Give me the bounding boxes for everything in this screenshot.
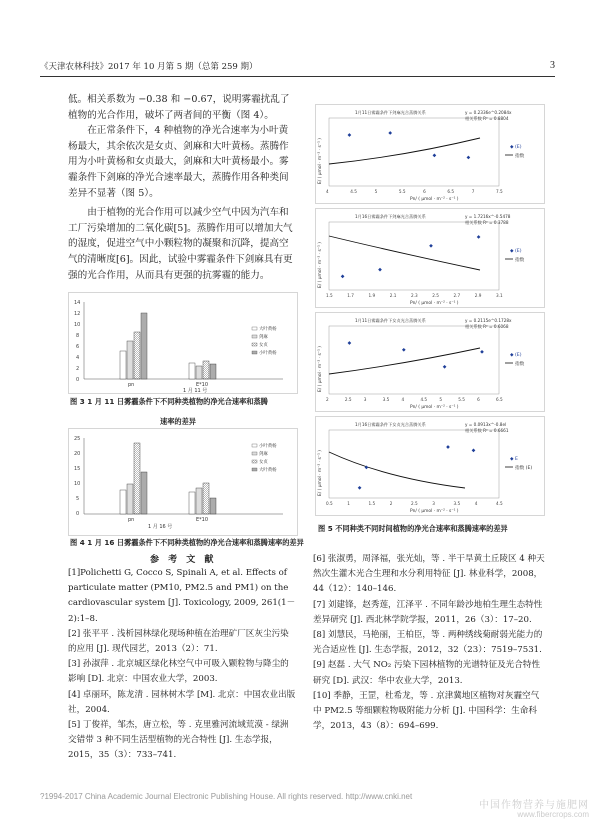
fig4-group-label: E*10 (196, 517, 209, 523)
fig3-ytick: 0 (76, 377, 80, 383)
reference-item: [5] 丁俊祥，邹杰，唐立松，等 . 克里雅河流域荒漠 - 绿洲交错带 3 种不同生活型植物的光合特性 [J]. 生态学报，2015，35（3）：733–741. (68, 720, 289, 761)
paragraph-2: 在正常条件下，4 种植物的净光合速率为小叶黄杨最大，其余依次是女贞、剑麻和大叶黄杨。蒸腾作用为小叶黄杨和女贞最大，剑麻和大叶黄杨最小。雾霾条件下剑麻的净光合速率最大，蒸腾作用各种类间差异不显著（图 5）。 (68, 125, 289, 199)
fig5-xtick: 1.5 (368, 501, 376, 506)
fig5-xtick: 2.1 (389, 293, 397, 298)
journal-title: 《天津农林科技》2017 年 10 月第 5 期（总第 259 期） (40, 62, 258, 72)
fig5-r-squared: 相关系数 R² = 0.3788 (465, 220, 509, 225)
fig5-panel (315, 104, 545, 204)
reference-item: [10] 季静，王罡，杜希龙，等 . 京津冀地区植物对灰霾空气中 PM2.5 等细颗粒物吸附能力分析 [J]. 中国科学：生命科学，2013，43（8）：694–699. (313, 690, 540, 732)
fig5-xtick: 0.5 (326, 501, 333, 506)
fig5-xaxis-label: Pn/ ( μmol · m⁻² · s⁻¹ ) (410, 197, 459, 202)
fig5-yaxis-label: E/ ( μmol · m⁻² · s⁻¹ ) (318, 242, 323, 288)
body-text-left (68, 92, 296, 283)
fig3-bar (210, 364, 216, 379)
fig5-xtick: 4 (401, 397, 405, 402)
paragraph-1: 低。相关系数为 −0.38 和 −0.67，说明雾霾扰乱了植物的光合作用，破坏了两者间的平衡（图 4）。 (68, 94, 290, 121)
fig5-panel (315, 208, 545, 308)
fig5-legend-fit: 指数 (515, 362, 525, 367)
fig3-ytick: 6 (76, 344, 80, 350)
fig5-r-squared: 相关系数 R² = 0.6661 (465, 428, 509, 433)
fig4-ytick: 25 (74, 436, 81, 442)
fig5-xtick: 3 (432, 501, 435, 506)
reference-item: [7] 刘建锋，赵秀莲，江泽平 . 不同年龄沙地柏生理生态特性差异研究 [J]. 西北林学院学报，2011，26（3）：17–20. (313, 599, 543, 625)
fig3-bar (127, 341, 133, 379)
fig4-ytick: 15 (74, 466, 81, 472)
fig5-xtick: 3.1 (496, 293, 503, 298)
fig4-bar (189, 492, 195, 514)
fig5-panel (315, 312, 545, 412)
reference-item: [3] 孙淑萍 . 北京城区绿化林空气中可吸入颗粒物与降尘的影响 [D]. 北京：中国农业大学，2003. (68, 659, 289, 685)
fig4-ytick: 20 (74, 451, 81, 457)
fig5-equation: y = 1.7216x^-0.5478 (465, 214, 511, 219)
fig5-xtick: 3.5 (382, 397, 390, 402)
fig5-legend-fit: 指数 (E) (515, 466, 533, 471)
figure-4-bar-chart (68, 428, 298, 536)
fig5-yaxis-label: E/ ( μmol · m⁻² · s⁻¹ ) (318, 450, 323, 496)
fig5-xtick: 6.5 (496, 397, 503, 402)
fig4-bar (127, 484, 133, 514)
fig5-xtick: 5 (439, 397, 443, 402)
fig5-xtick: 6.5 (447, 189, 455, 194)
paragraph-3: 由于植物的光合作用可以减少空气中因为汽车和工厂污染增加的二氧化碳[5]。蒸腾作用可以增加大气的湿度，促进空气中小颗粒物的凝聚和沉降，提高空气的清晰度[6]。因此，试验中雾霾条件下剑麻具有更强的光合作用，从而具有更强的抗雾霾的能力。 (68, 207, 293, 281)
fig5-equation: y = 0.2336e^0.2084x (465, 110, 512, 115)
fig3-ytick: 12 (74, 311, 81, 317)
fig5-legend-points: ◆ (E) (510, 249, 522, 254)
fig5-xtick: 6 (423, 189, 426, 194)
header-rule (40, 76, 555, 77)
fig4-bar (120, 490, 126, 514)
fig3-legend: 大叶黄杨 (259, 327, 277, 332)
figure-3-bar-chart (68, 292, 298, 394)
fig5-legend-points: ◆ (E) (510, 145, 522, 150)
fig5-xaxis-label: Pn/ ( μmol · m⁻² · s⁻¹ ) (410, 509, 459, 514)
fig5-plot-area (329, 430, 499, 498)
fig5-xtick: 4.5 (350, 189, 357, 194)
fig3-ytick: 14 (74, 300, 81, 306)
fig4-date-label: 1 月 16 号 (148, 524, 173, 530)
fig4-ytick: 0 (76, 511, 80, 517)
fig5-r-squared: 相关系数 R² = 0.6068 (465, 324, 509, 329)
references-title: 参 考 文 献 (150, 555, 217, 565)
references-right (313, 552, 545, 734)
fig5-equation: y = 0.2115e^0.1728x (465, 318, 512, 323)
fig3-ytick: 2 (76, 366, 80, 372)
fig3-bar (134, 332, 140, 379)
fig5-xtick: 2.3 (411, 293, 418, 298)
fig5-xtick: 4.5 (496, 501, 503, 506)
fig4-bar (210, 498, 216, 514)
fig3-caption: 图 3 1 月 11 日雾霾条件下不同种类植物的净光合速率和蒸腾 (70, 397, 268, 406)
fig5-legend-points: ◆ E (510, 457, 518, 462)
fig3-legend: 剑麻 (259, 335, 268, 340)
fig5-legend-points: ◆ (E) (510, 353, 522, 358)
fig3-legend: 女贞 (259, 343, 268, 348)
reference-item: [6] 张淑勇，周泽福，张光灿，等 . 半干旱黄土丘陵区 4 种天然次生灌木光合生理和水分利用特征 [J]. 林业科学，2008，44（12）：140–146. (313, 554, 545, 595)
fig3-date-label: 1 月 11 号 (183, 388, 208, 394)
fig4-legend: 剑麻 (259, 452, 268, 457)
fig5-panel (315, 416, 545, 516)
fig4-legend: 小叶黄杨 (259, 444, 277, 449)
reference-item: [9] 赵磊 . 大气 NO₂ 污染下园林植物的光谱特征及光合特性研究 [D]. 武汉：华中农业大学，2013. (313, 660, 541, 686)
fig5-r-squared: 相关系数 R² = 0.8804 (465, 116, 509, 121)
fig4-ytick: 5 (76, 496, 80, 502)
fig5-xtick: 5 (374, 189, 378, 194)
fig5-xtick: 2.5 (411, 501, 418, 506)
fig4-caption: 图 4 1 月 16 日雾霾条件下不同种类植物的净光合速率和蒸腾速率的差异 (70, 538, 304, 547)
reference-item: [4] 卓丽环，陈龙清 . 园林树木学 [M]. 北京：中国农业出版社，2004. (68, 689, 296, 715)
fig5-xtick: 2.5 (432, 293, 439, 298)
fig3-bar (120, 351, 126, 379)
fig4-bar (196, 488, 202, 514)
fig5-xaxis-label: Pn/ ( μmol · m⁻² · s⁻¹ ) (410, 301, 459, 306)
watermark-text: 中国作物营养与施肥网 (479, 800, 589, 811)
fig5-xtick: 5.5 (398, 189, 406, 194)
fig5-xtick: 7.5 (496, 189, 503, 194)
reference-item: [8] 刘慧民，马艳丽，王柏臣，等 . 两种绣线菊耐弱光能力的光合适应性 [J]. 生态学报，2012，32（23）：7519–7531. (313, 630, 543, 656)
reference-item: [1]Polichetti G, Cocco S, Spinali A, et al. Effects of particulate matter (PM10, PM2.5 and PM1) on the cardiovascular system [J]. Toxicology, 2009, 261(1－2):1–8. (68, 568, 296, 624)
fig5-caption: 图 5 不同种类不同时间植物的净光合速率和蒸腾速率的差异 (318, 524, 508, 533)
fig5-xtick: 1.7 (347, 293, 354, 298)
fig5-xtick: 3 (363, 397, 367, 402)
fig4-bar (134, 443, 140, 514)
watermark-url: www.fibercrops.com (517, 810, 589, 819)
fig5-legend-fit: 指数 (515, 154, 525, 159)
fig4-ytick: 10 (74, 481, 81, 487)
fig5-equation: y = 0.0913x^-0.8el (465, 422, 507, 427)
fig5-xtick: 1.5 (326, 293, 333, 298)
reference-item: [2] 张平平 . 浅析园林绿化现场种植在治理矿厂区灰尘污染的应用 [J]. 现代园艺，2013（2）：71. (68, 628, 289, 655)
fig5-xaxis-label: Pn/ ( μmol · m⁻² · s⁻¹ ) (410, 405, 459, 410)
fig3-ytick: 10 (74, 322, 81, 328)
fig5-xtick: 2.9 (474, 293, 482, 298)
fig5-yaxis-label: E/ ( μmol · m⁻² · s⁻¹ ) (318, 138, 323, 184)
fig3-bar (196, 366, 202, 379)
fig5-xtick: 2.7 (453, 293, 461, 298)
fig3-bar (141, 313, 147, 379)
fig5-xtick: 2 (326, 397, 329, 402)
fig5-xtick: 4.5 (420, 397, 428, 402)
fig4-bar (141, 472, 147, 514)
fig5-xtick: 2 (389, 501, 393, 506)
fig3-group-label: E*10 (196, 382, 209, 388)
page-header (40, 60, 555, 74)
fig5-plot-area (329, 326, 499, 394)
fig3-bar (203, 361, 209, 379)
fig5-xtick: 2.5 (344, 397, 352, 402)
fig5-xtick: 7 (471, 189, 475, 194)
fig3-caption-continued: 速率的差异 (160, 417, 196, 426)
fig5-xtick: 6 (477, 397, 480, 402)
fig5-xtick: 5.5 (458, 397, 465, 402)
fig5-panel-title: 1月11日雾霾条件下剑麻光合蒸腾关系 (355, 110, 426, 115)
fig5-xtick: 4 (326, 189, 329, 194)
fig5-xtick: 4 (474, 501, 478, 506)
fig3-ytick: 8 (76, 333, 80, 339)
fig3-group-label: pn (128, 382, 135, 388)
copyright-notice: ?1994-2017 China Academic Journal Electronic Publishing House. All rights reserved. http://www.cnki.net (40, 792, 413, 801)
fig4-legend: 大叶黄杨 (259, 468, 277, 473)
fig3-bar (189, 363, 195, 379)
fig5-xtick: 3.5 (453, 501, 461, 506)
fig5-panel-title: 1月16日雾霾条件下女贞光合蒸腾关系 (355, 422, 426, 427)
fig5-xtick: 1.9 (368, 293, 376, 298)
references-left (68, 566, 296, 764)
page-number: 3 (550, 60, 555, 71)
fig4-legend: 女贞 (259, 460, 268, 465)
fig3-ytick: 4 (76, 355, 80, 361)
fig5-panel-title: 1月16日雾霾条件下剑麻光合蒸腾关系 (355, 214, 426, 219)
fig5-xtick: 1 (347, 501, 350, 506)
fig5-yaxis-label: E/ ( μmol · m⁻² · s⁻¹ ) (318, 346, 323, 392)
fig4-group-label: pn (128, 517, 135, 523)
fig3-legend: 小叶黄杨 (259, 351, 277, 356)
fig5-legend-fit: 指数 (515, 258, 525, 263)
fig5-panel-title: 1月11日雾霾条件下女贞光合蒸腾关系 (355, 318, 426, 323)
fig4-bar (203, 483, 209, 514)
